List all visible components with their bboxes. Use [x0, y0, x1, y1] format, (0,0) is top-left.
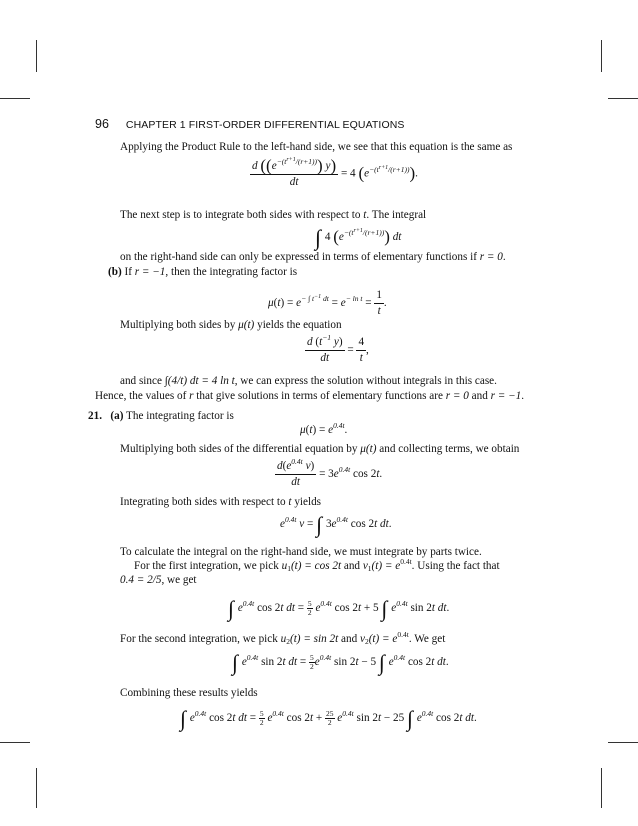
crop-mark	[36, 40, 37, 72]
equation-first-parts: ∫ $e^{0.4t}$ cos 2t dt = $\frac{5}{2}$ $e^{0.4t}$ cos 2t + 5 ∫ $e^{0.4t}$ sin 2t dt.	[228, 596, 450, 621]
crop-mark	[36, 768, 37, 808]
paragraph: To calculate the integral on the right-hand side, we must integrate by parts twice.	[120, 546, 482, 558]
paragraph: For the first integration, we pick $u_1(t) = \cos 2t$ and $v_1(t) = e^{0.4t}$. Using the fact that	[134, 557, 500, 573]
paragraph: 0.4 = 2/5, we get	[120, 574, 197, 586]
paragraph: The next step is to integrate both sides with respect to t. The integral	[120, 209, 427, 221]
equation-integral: ∫ 4 $(e^{-(t^{r+1}/(r+1))})$ dt	[315, 225, 402, 250]
crop-mark	[608, 742, 638, 743]
crop-mark	[601, 40, 602, 72]
paragraph: Combining these results yields	[120, 687, 258, 699]
paragraph: For the second integration, we pick $u_2(t) = \sin 2t$ and $v_2(t) = e^{0.4t}$. We get	[120, 630, 446, 646]
page-number: 96	[95, 117, 109, 131]
crop-mark	[608, 98, 638, 99]
equation-derivative: $\frac{d(e^{0.4t} v)}{dt}$ = $3e^{0.4t}$ cos 2t.	[277, 457, 383, 488]
equation-mu: $\mu(t) = e^{0.4t}$.	[300, 421, 348, 436]
paragraph: and since ∫(4/t) dt = 4 ln t, we can express the solution without integrals in this case.	[120, 375, 497, 387]
equation-integrated: $e^{0.4t}$ v = ∫ $3e^{0.4t}$ cos 2t dt.	[280, 512, 392, 537]
crop-mark	[0, 98, 30, 99]
running-header	[95, 117, 405, 132]
equation-product-rule: $\frac{d ((e^{-(t^{r+1}/(r+1))}) y)}{dt}$ = 4 $(e^{-(t^{r+1}/(r+1))})$.	[252, 156, 418, 188]
paragraph: Multiplying both sides by μ(t) yields the equation	[120, 319, 342, 331]
paragraph: Integrating both sides with respect to t yields	[120, 496, 322, 508]
crop-mark	[0, 742, 30, 743]
equation-second-parts: ∫ $e^{0.4t}$ sin 2t dt = $\frac{5}{2}$ $e^{0.4t}$ sin 2t − 5 ∫ $e^{0.4t}$ cos 2t dt.	[232, 650, 449, 675]
equation-reduced: $\frac{d (t^{-1} y)}{dt}$ = $\frac{4}{t}$ ,	[307, 333, 369, 364]
paragraph: Hence, the values of r that give solutions in terms of elementary functions are r = 0 and r = −1.	[95, 390, 525, 402]
equation-integrating-factor: $\mu(t) = e^{- \int t^{-1} dt} = e^{- ln t}$ = $\frac{1}{t}$ .	[268, 289, 387, 317]
paragraph: (b) If r = −1, then the integrating factor is	[108, 266, 298, 278]
equation-combined: ∫ $e^{0.4t}$ cos 2t dt = $\frac{5}{2}$ $e^{0.4t}$ cos 2t + $\frac{25}{2}$ $e^{0.4t}$ sin 2t − 25 ∫ $e^{0.4t}$ cos 2t dt.	[180, 706, 477, 731]
running-title: CHAPTER 1 FIRST-ORDER DIFFERENTIAL EQUATIONS	[125, 119, 405, 131]
paragraph: Applying the Product Rule to the left-hand side, we see that this equation is the same as	[120, 141, 513, 153]
paragraph: on the right-hand side can only be expressed in terms of elementary functions if r = 0.	[120, 251, 506, 263]
crop-mark	[601, 768, 602, 808]
paragraph: Multiplying both sides of the differential equation by μ(t) and collecting terms, we obtain	[120, 443, 520, 455]
problem-21-heading: 21. (a) The integrating factor is	[88, 410, 234, 422]
